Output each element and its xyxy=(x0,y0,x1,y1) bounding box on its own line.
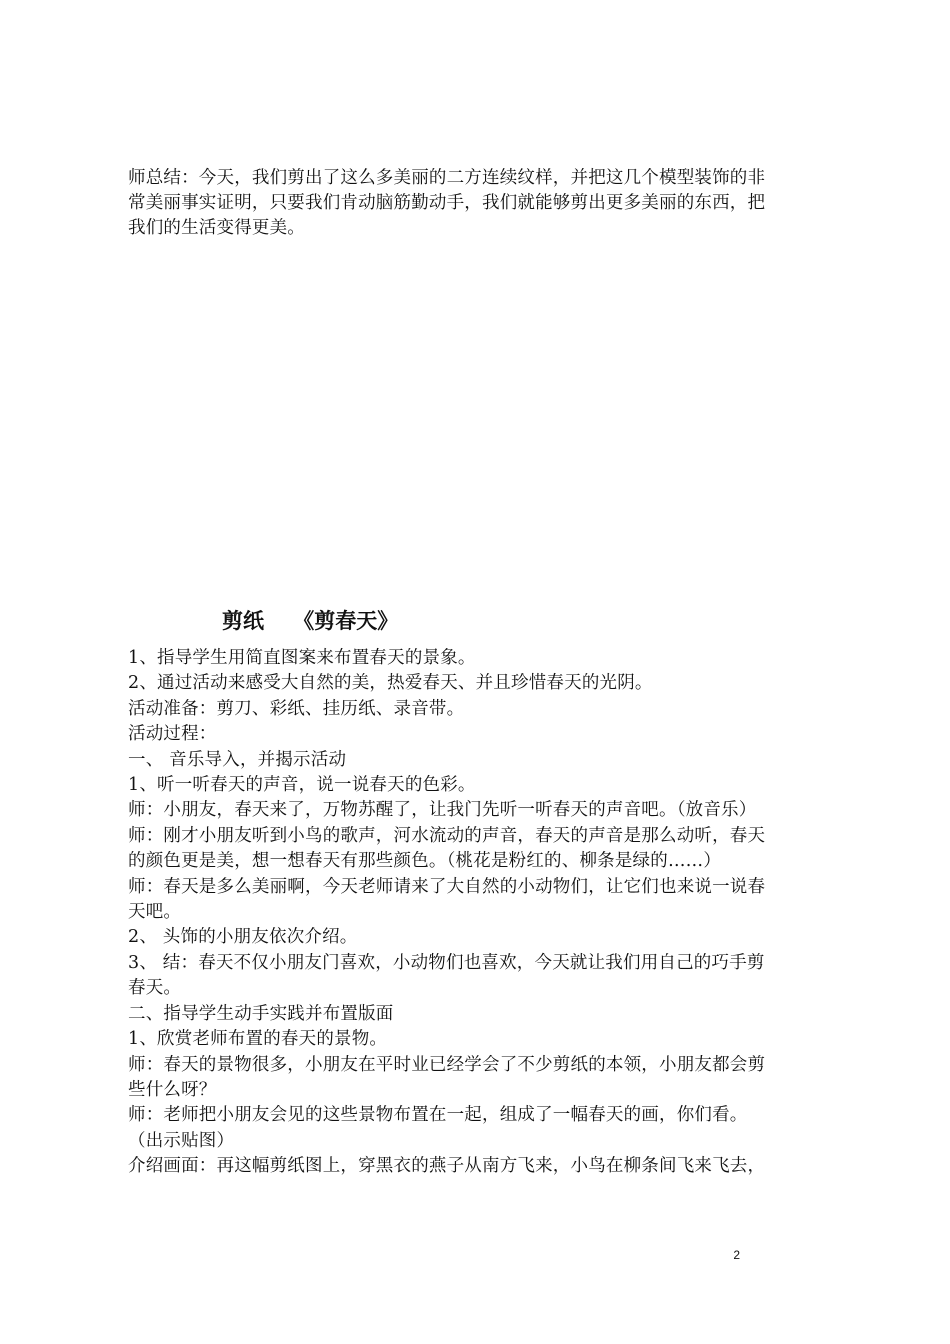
body-line: 师：刚才小朋友听到小鸟的歌声，河水流动的声音，春天的声音是那么动听，春天 xyxy=(128,825,766,846)
page-number: 2 xyxy=(733,1248,740,1262)
section-title: 剪纸 《剪春天》 xyxy=(222,609,399,633)
summary-line: 我们的生活变得更美。 xyxy=(128,218,305,238)
body-line: 师：老师把小朋友会见的这些景物布置在一起，组成了一幅春天的画，你们看。 xyxy=(128,1105,748,1126)
summary-paragraph xyxy=(128,166,820,241)
summary-line: 常美丽事实证明，只要我们肯动脑筋勤动手，我们就能够剪出更多美丽的东西，把 xyxy=(128,193,766,213)
body-line: 的颜色更是美，想一想春天有那些颜色。（桃花是粉红的、柳条是绿的……） xyxy=(128,851,722,872)
section-body xyxy=(128,646,828,1180)
body-line: 活动准备：剪刀、彩纸、挂历纸、录音带。 xyxy=(128,698,465,719)
body-line: 2、 头饰的小朋友依次介绍。 xyxy=(128,927,358,948)
body-line: （出示贴图） xyxy=(128,1130,235,1151)
body-line: 1、听一听春天的声音，说一说春天的色彩。 xyxy=(128,775,476,796)
body-line: 春天。 xyxy=(128,978,182,999)
body-line: 二、指导学生动手实践并布置版面 xyxy=(128,1003,394,1024)
body-line: 师：春天的景物很多，小朋友在平时业已经学会了不少剪纸的本领，小朋友都会剪 xyxy=(128,1054,766,1075)
body-line: 3、 结：春天不仅小朋友门喜欢，小动物们也喜欢，今天就让我们用自己的巧手剪 xyxy=(128,952,765,973)
body-line: 2、通过活动来感受大自然的美，热爱春天、并且珍惜春天的光阴。 xyxy=(128,673,653,694)
summary-line: 师总结：今天，我们剪出了这么多美丽的二方连续纹样，并把这几个模型装饰的非 xyxy=(128,168,766,188)
body-line: 1、欣赏老师布置的春天的景物。 xyxy=(128,1029,388,1050)
body-line: 一、 音乐导入，并揭示活动 xyxy=(128,749,347,770)
body-line: 师：春天是多么美丽啊，今天老师请来了大自然的小动物们，让它们也来说一说春 xyxy=(128,876,766,897)
body-line: 些什么呀？ xyxy=(128,1079,217,1100)
body-line: 1、指导学生用简直图案来布置春天的景象。 xyxy=(128,648,476,668)
body-line: 介绍画面：再这幅剪纸图上，穿黑衣的燕子从南方飞来，小鸟在柳条间飞来飞去， xyxy=(128,1156,766,1177)
body-line: 天吧。 xyxy=(128,902,182,923)
body-line: 师：小朋友，春天来了，万物苏醒了，让我门先听一听春天的声音吧。（放音乐） xyxy=(128,800,757,821)
body-line: 活动过程： xyxy=(128,724,217,745)
